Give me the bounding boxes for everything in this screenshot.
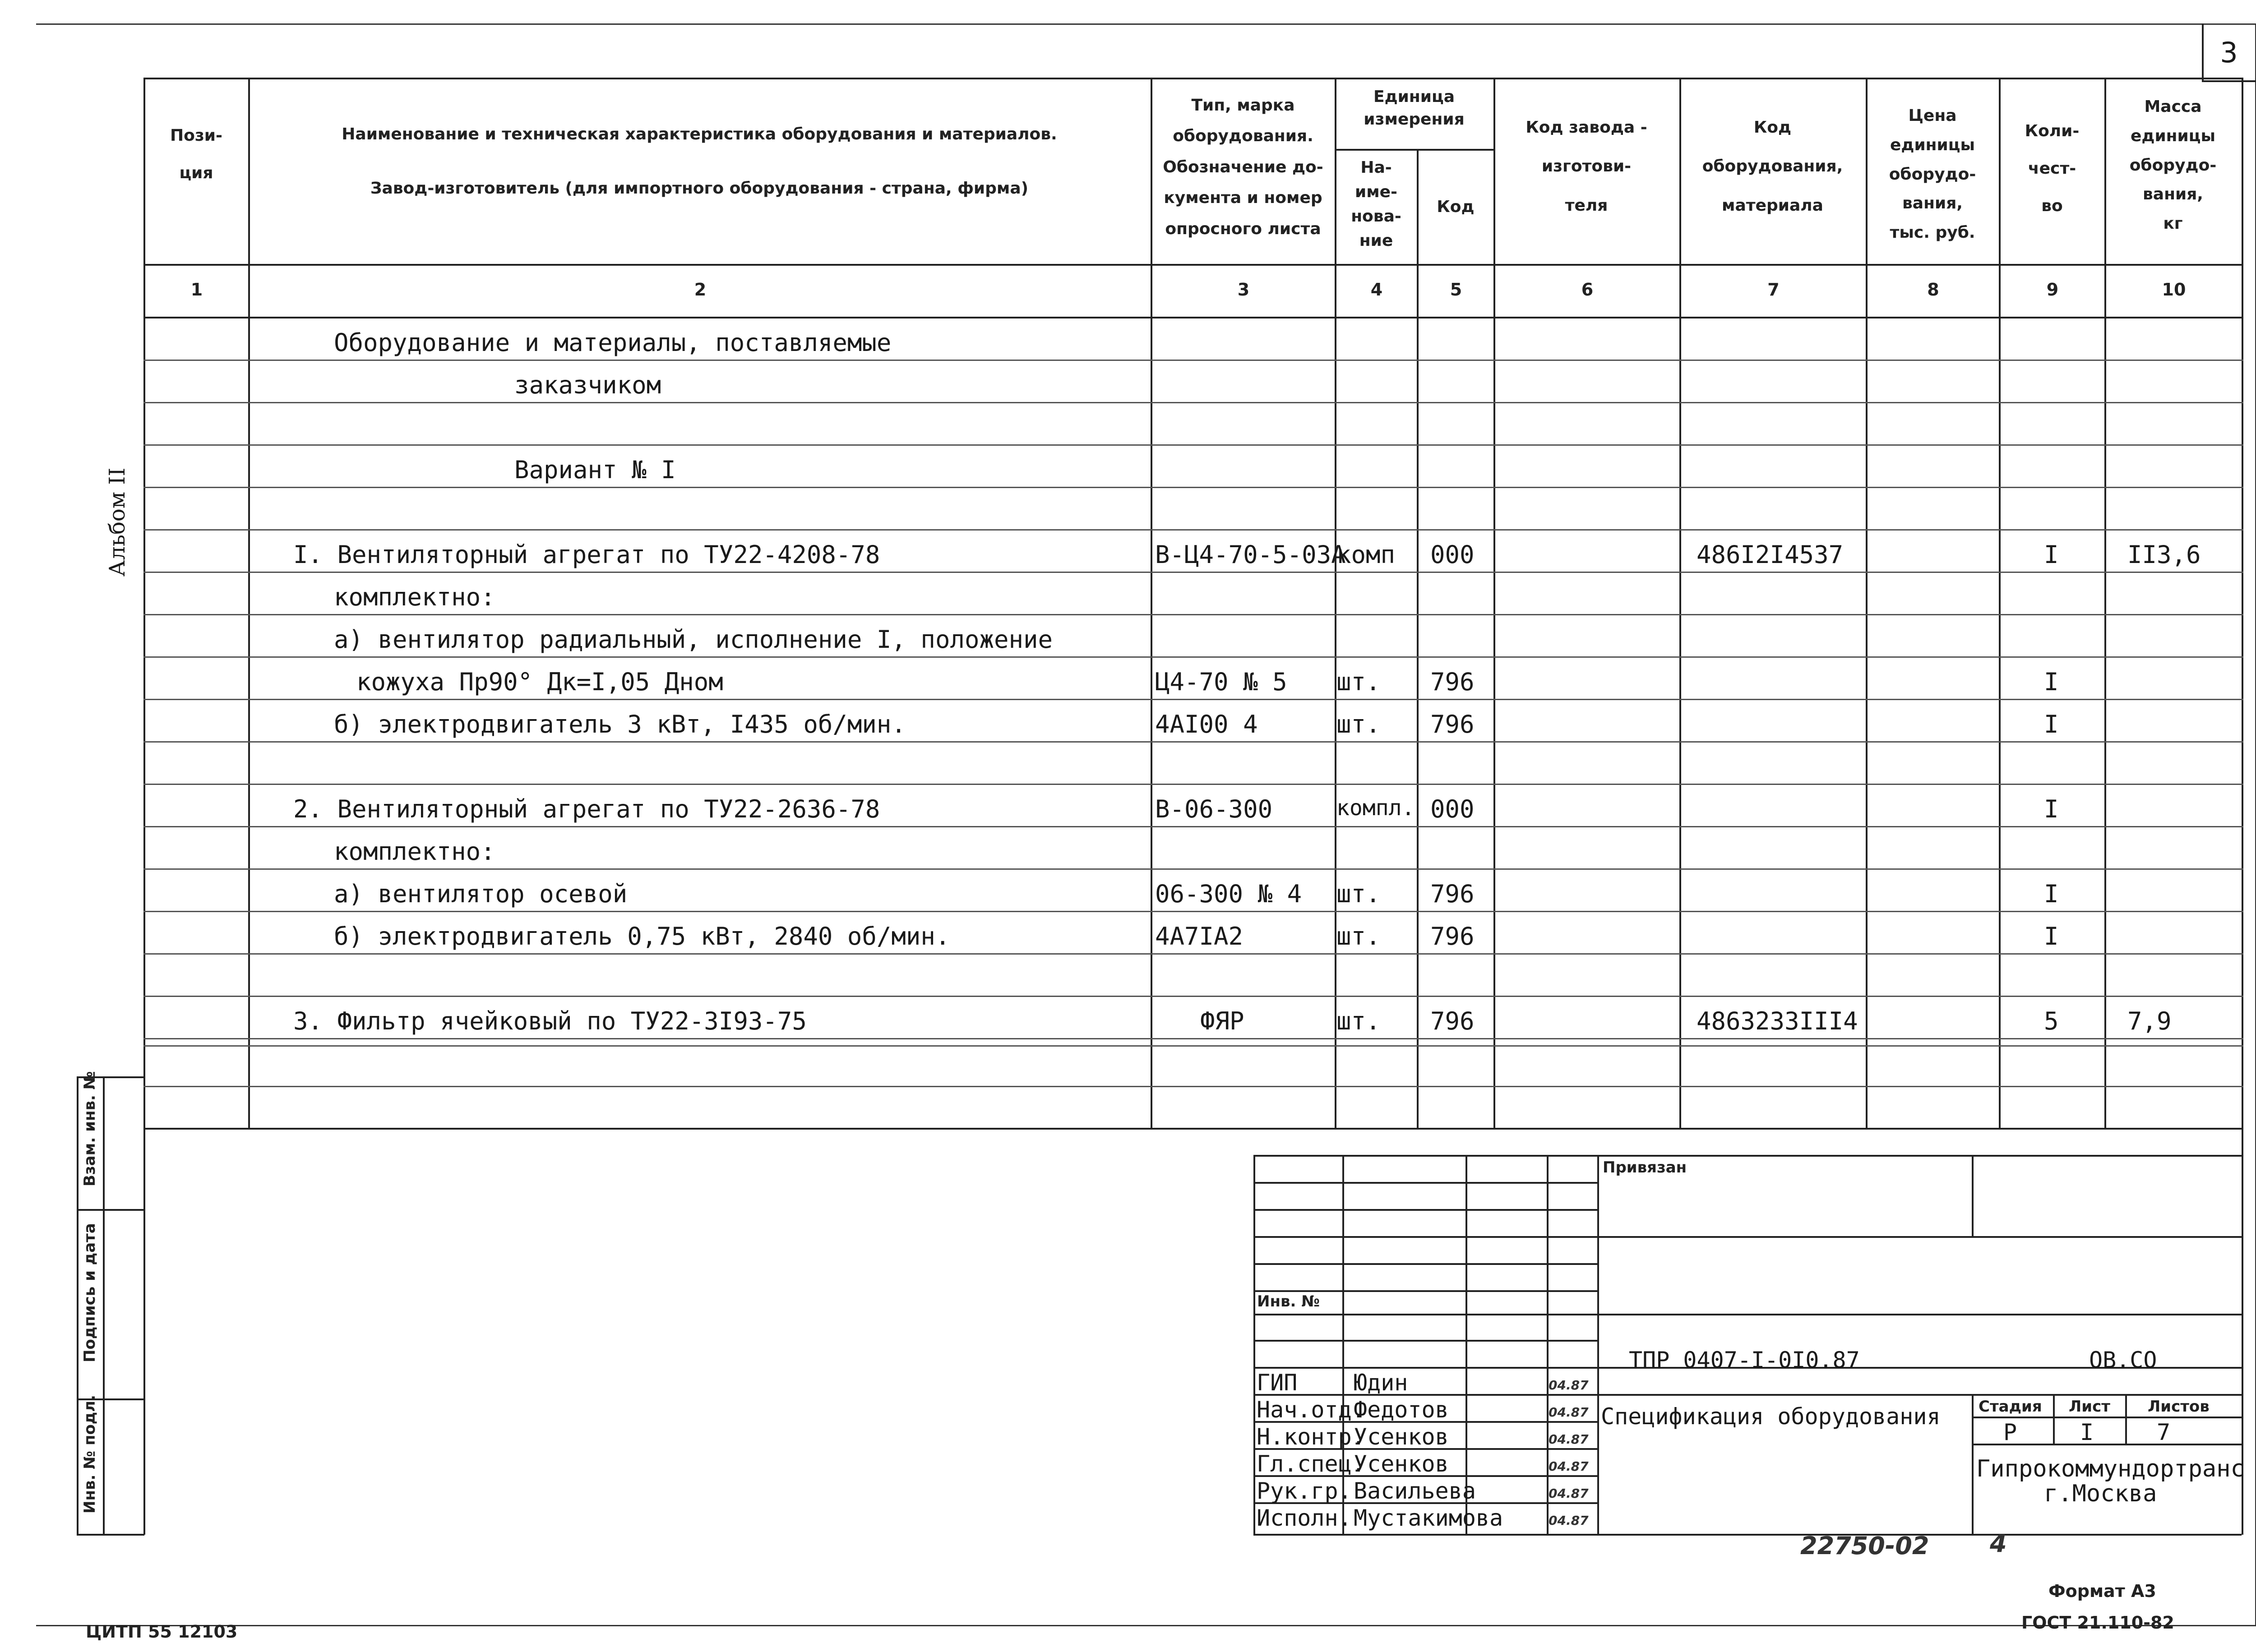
stage-label: Стадия bbox=[1979, 1398, 2042, 1416]
sheets-label: Листов bbox=[2148, 1398, 2210, 1416]
signature-role: Н.контр. bbox=[1257, 1424, 1365, 1450]
side-stamp-left-line bbox=[77, 1076, 79, 1535]
sheet-value: I bbox=[2080, 1419, 2094, 1445]
colnum-5: 5 bbox=[1450, 280, 1462, 300]
row-line bbox=[143, 741, 2243, 743]
header-price: Цена единицы оборудо- вания, тыс. руб. bbox=[1889, 106, 1976, 242]
row-line bbox=[143, 360, 2243, 361]
colnum-8: 8 bbox=[1927, 280, 1939, 300]
side-stamp-bottom bbox=[77, 1534, 144, 1536]
side-stamp-inv-podl: Инв. № подл. bbox=[81, 1394, 99, 1514]
org-city: г.Москва bbox=[2044, 1480, 2157, 1507]
col-line-2 bbox=[1151, 78, 1152, 1128]
row-quantity: I bbox=[2044, 710, 2059, 738]
colnum-6: 6 bbox=[1581, 280, 1594, 300]
side-stamp-mid-line bbox=[103, 1076, 105, 1535]
row-type: В-Ц4-70-5-03А bbox=[1155, 540, 1346, 569]
row-unit: компл. bbox=[1336, 795, 1415, 821]
gost-label: ГОСТ 21.110-82 bbox=[2021, 1613, 2174, 1633]
header-position: Пози- ция bbox=[170, 126, 222, 182]
signature-role: Исполн. bbox=[1257, 1505, 1352, 1531]
signature-name: Мустакимова bbox=[1354, 1505, 1503, 1531]
signature-date: 04.87 bbox=[1549, 1513, 1589, 1528]
row-line bbox=[143, 529, 2243, 531]
signature-name: Юдин bbox=[1354, 1370, 1408, 1396]
row-type: 4АI00 4 bbox=[1155, 710, 1258, 738]
sheet-number-box-left bbox=[2202, 23, 2204, 81]
row-unit: комп bbox=[1336, 540, 1396, 569]
org-name: Гипрокоммундортранс bbox=[1976, 1455, 2245, 1482]
side-stamp-div1 bbox=[77, 1209, 144, 1211]
unit-subheader-line bbox=[1335, 149, 1493, 151]
row-mass: II3,6 bbox=[2127, 540, 2201, 569]
row-unit-code: 796 bbox=[1430, 1007, 1475, 1035]
row-line bbox=[143, 402, 2243, 403]
stage-value: Р bbox=[2003, 1419, 2017, 1445]
row-name: 3. Фильтр ячейковый по ТУ22-3I93-75 bbox=[293, 1007, 807, 1035]
row-name: кожуха Пр90° Дк=I,05 Дном bbox=[356, 668, 723, 696]
signature-date: 04.87 bbox=[1549, 1432, 1589, 1447]
row-unit-code: 796 bbox=[1430, 710, 1475, 738]
row-line bbox=[143, 868, 2243, 870]
frame-bottom-line bbox=[36, 1625, 2256, 1626]
signature-date: 04.87 bbox=[1549, 1486, 1589, 1501]
row-unit-code: 796 bbox=[1430, 668, 1475, 696]
album-label: Альбом II bbox=[105, 467, 130, 577]
row-type: 06-300 № 4 bbox=[1155, 880, 1302, 908]
row-line bbox=[143, 996, 2243, 997]
sheet-number-box-bottom bbox=[2202, 80, 2256, 82]
row-type: Ц4-70 № 5 bbox=[1155, 668, 1287, 696]
header-type: Тип, марка оборудования. Обозначение до- кумента и номер опросного листа bbox=[1163, 96, 1323, 238]
citp-label: ЦИТП 55 12103 bbox=[86, 1622, 238, 1642]
colnum-2: 2 bbox=[694, 280, 707, 300]
header-factory-code: Код завода - изготови- теля bbox=[1526, 118, 1647, 215]
sheets-value: 7 bbox=[2157, 1419, 2171, 1445]
colnum-1: 1 bbox=[190, 280, 203, 300]
row-unit-code: 796 bbox=[1430, 922, 1475, 951]
sheet-label: Лист bbox=[2069, 1398, 2110, 1416]
signature-role: Нач.отд. bbox=[1257, 1397, 1365, 1423]
row-quantity: I bbox=[2044, 540, 2059, 569]
header-unit-code: Код bbox=[1437, 198, 1475, 216]
doc-code: ТПР 0407-I-0I0.87 bbox=[1629, 1347, 1860, 1373]
row-unit-code: 796 bbox=[1430, 880, 1475, 908]
row-line bbox=[143, 699, 2243, 700]
row-equipment-code: 486I2I4537 bbox=[1697, 540, 1844, 569]
header-name-line1: Наименование и техническая характеристика оборудования и материалов. bbox=[342, 125, 1057, 143]
row-line bbox=[143, 487, 2243, 488]
row-quantity: I bbox=[2044, 795, 2059, 823]
row-name: Оборудование и материалы, поставляемые bbox=[334, 328, 892, 357]
row-name: б) электродвигатель 3 кВт, I435 об/мин. bbox=[334, 710, 906, 738]
row-type: В-06-300 bbox=[1155, 795, 1273, 823]
signature-date: 04.87 bbox=[1549, 1378, 1589, 1393]
row-line bbox=[143, 1038, 2243, 1039]
header-unit: Единица измерения bbox=[1364, 88, 1465, 129]
col-line-8 bbox=[1999, 78, 2001, 1128]
row-line bbox=[143, 656, 2243, 658]
row-line bbox=[143, 614, 2243, 615]
row-line bbox=[143, 911, 2243, 912]
side-stamp-vzam-inv: Взам. инв. № bbox=[81, 1071, 99, 1186]
signature-name: Усенков bbox=[1354, 1424, 1449, 1450]
row-line bbox=[143, 1086, 2243, 1087]
row-name: а) вентилятор радиальный, исполнение I, положение bbox=[334, 625, 1053, 654]
row-quantity: 5 bbox=[2044, 1007, 2059, 1035]
row-quantity: I bbox=[2044, 922, 2059, 951]
row-unit: шт. bbox=[1336, 710, 1381, 738]
signature-date: 04.87 bbox=[1549, 1459, 1589, 1474]
row-name: I. Вентиляторный агрегат по ТУ22-4208-78 bbox=[293, 540, 880, 569]
row-type: ФЯР bbox=[1200, 1007, 1244, 1035]
col-line-6 bbox=[1679, 78, 1681, 1128]
row-quantity: I bbox=[2044, 880, 2059, 908]
signature-role: ГИП bbox=[1257, 1370, 1298, 1396]
row-unit-code: 000 bbox=[1430, 540, 1475, 569]
row-name: а) вентилятор осевой bbox=[334, 880, 628, 908]
row-line bbox=[143, 1045, 2243, 1047]
table-top-line bbox=[143, 78, 2243, 79]
doc-mark: ОВ.СО bbox=[2089, 1347, 2157, 1373]
signature-name: Усенков bbox=[1354, 1451, 1449, 1477]
row-line bbox=[143, 444, 2243, 446]
row-name: б) электродвигатель 0,75 кВт, 2840 об/мин. bbox=[334, 922, 950, 951]
row-name: комплектно: bbox=[334, 837, 495, 866]
row-line bbox=[143, 784, 2243, 785]
header-mass: Масса единицы оборудо- вания, кг bbox=[2129, 97, 2217, 233]
inv-no-label: Инв. № bbox=[1257, 1292, 1320, 1311]
row-line bbox=[143, 953, 2243, 955]
doc-title: Спецификация оборудования bbox=[1601, 1403, 1941, 1430]
colnum-7: 7 bbox=[1767, 280, 1780, 300]
col-line-1 bbox=[248, 78, 250, 1128]
row-unit: шт. bbox=[1336, 668, 1381, 696]
handwritten-page: 4 bbox=[1990, 1529, 2007, 1558]
row-equipment-code: 4863233III4 bbox=[1697, 1007, 1858, 1035]
row-line bbox=[143, 826, 2243, 827]
table-body-bottom-line bbox=[143, 1128, 2243, 1130]
row-name: комплектно: bbox=[334, 583, 495, 611]
row-line bbox=[143, 572, 2243, 573]
header-unit-name: На- име- нова- ние bbox=[1351, 158, 1401, 250]
row-name: заказчиком bbox=[514, 371, 661, 399]
table-right-line bbox=[2242, 78, 2243, 1535]
signature-role: Рук.гр. bbox=[1257, 1478, 1352, 1504]
header-name-line2: Завод-изготовитель (для импортного оборудования - страна, фирма) bbox=[370, 179, 1029, 198]
signature-name: Федотов bbox=[1354, 1397, 1449, 1423]
colnum-bottom-line bbox=[143, 317, 2243, 318]
frame-top-line bbox=[36, 23, 2256, 25]
row-name: Вариант № I bbox=[514, 456, 676, 484]
row-unit-code: 000 bbox=[1430, 795, 1475, 823]
sheet-number: 3 bbox=[2220, 36, 2238, 69]
row-mass: 7,9 bbox=[2127, 1007, 2172, 1035]
row-unit: шт. bbox=[1336, 1007, 1381, 1035]
colnum-3: 3 bbox=[1237, 280, 1250, 300]
row-unit: шт. bbox=[1336, 922, 1381, 951]
colnum-10: 10 bbox=[2162, 280, 2186, 300]
signature-name: Васильева bbox=[1354, 1478, 1476, 1504]
header-quantity: Коли- чест- во bbox=[2025, 122, 2080, 215]
signature-date: 04.87 bbox=[1549, 1405, 1589, 1420]
row-unit: шт. bbox=[1336, 880, 1381, 908]
privyazan-label: Привязан bbox=[1603, 1158, 1687, 1177]
row-type: 4А7IА2 bbox=[1155, 922, 1244, 951]
side-stamp-podpis: Подпись и дата bbox=[81, 1223, 99, 1362]
colnum-4: 4 bbox=[1370, 280, 1383, 300]
row-name: 2. Вентиляторный агрегат по ТУ22-2636-78 bbox=[293, 795, 880, 823]
colnum-9: 9 bbox=[2046, 280, 2059, 300]
format-label: Формат А3 bbox=[2048, 1581, 2156, 1601]
handwritten-number: 22750-02 bbox=[1800, 1532, 1929, 1560]
col-line-5 bbox=[1493, 78, 1495, 1128]
header-equipment-code: Код оборудования, материала bbox=[1702, 118, 1843, 215]
signature-role: Гл.спец. bbox=[1257, 1451, 1365, 1477]
row-quantity: I bbox=[2044, 668, 2059, 696]
header-bottom-line bbox=[143, 264, 2243, 266]
